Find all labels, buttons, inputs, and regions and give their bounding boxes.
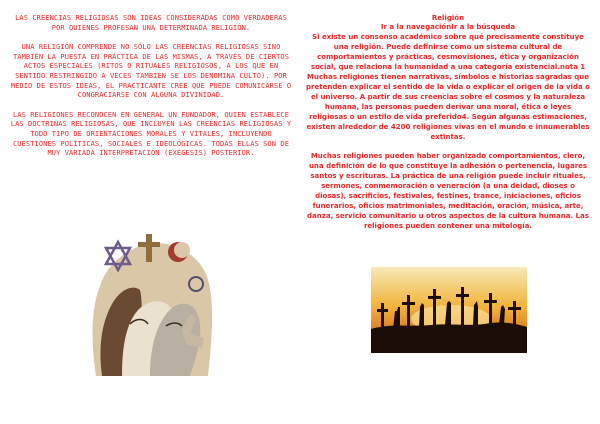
left-paragraph-2: UNA RELIGIÓN COMPRENDE NO SÓLO LAS CREENCIAS RELIGIOSAS SINO TAMBIÉN LA PUESTA EN PRÁCTICA DE LAS MISMAS, A TRAVÉS DE CIERTOS ACTOS ESPECIALES (RITOS O RITUALES RELIGIOSOS, A LOS QUE EN SENTIDO RESTRINGIDO A VECES TAMBIÉN SE LOS DENOMINA CULTO). POR MEDIO DE ESTOS IDEAS, EL PRACTICANTE CREE QUE PUEDE COMUNICARSE O CONGRACIARSE CON ALGUNA DIVINIDAD. bbox=[10, 43, 292, 100]
right-paragraph-2: Muchas religiones pueden haber organizado comportamientos, clero, una definición de lo que constituye la adhesión o pertenencia, lugares santos y escrituras. La práctica de una religión puede incluir rituales, sermones, conmemoración o veneración (a una deidad, dioses o diosas), sacrificios, festivales, festines, trance, iniciaciones, oficios funerarios, oficios matrimoniales, meditación, oración, música, arte, danza, servicio comunitario u otros aspectos de la cultura humana. Las religiones pueden contener una mitología. bbox=[307, 152, 589, 230]
raised-hands-image bbox=[371, 267, 527, 353]
article-title: Religión bbox=[431, 14, 465, 22]
right-column bbox=[306, 14, 590, 240]
religion-collage-image bbox=[86, 226, 218, 378]
left-paragraph-3: LAS RELIGIONES RECONOCEN EN GENERAL UN FUNDADOR, QUIEN ESTABLECE LAS DOCTRINAS RELIGIOSAS, QUE INCLUYEN LAS CREENCIAS RELIGIOSAS Y TODO TIPO DE ORIENTACIONES MORALES Y VITALES, INCLUYENDO CUESTIONES POLÍTICAS, SOCIALES E IDEOLÓGICAS. TODAS ELLAS SON DE MUY VARIADA INTERPRETACIÓN (EXÉGESIS) POSTERIOR. bbox=[10, 110, 292, 158]
left-paragraph-1: LAS CREENCIAS RELIGIOSAS SON IDEAS CONSIDERADAS COMO VERDADERAS POR QUIENES PROFESAN UNA DETERMINADA RELIGIÓN. bbox=[15, 14, 287, 32]
left-column bbox=[10, 14, 292, 169]
navigation-note: Ir a la navegaciónIr a la búsqueda bbox=[380, 23, 516, 31]
right-paragraph-1: Si existe un consenso académico sobre qué precisamente constituye una religión. Puede definirse como un sistema cultural de comportamientos y prácticas, cosmovisiones, ética y organización social, que relaciona la humanidad a una categoría existencial.nota 1 Muchas religiones tienen narrativas, símbolos e historias sagradas que pretenden explicar el sentido de la vida o explicar el origen de la vida o el universo. A partir de sus creencias sobre el cosmos y la naturaleza humana, las personas pueden derivar una moral, ética o leyes religiosas o un estilo de vida preferido4. Según algunas estimaciones, existen alrededor de 4200 religiones vivas en el mundo e innumerables extintas. bbox=[306, 33, 590, 141]
